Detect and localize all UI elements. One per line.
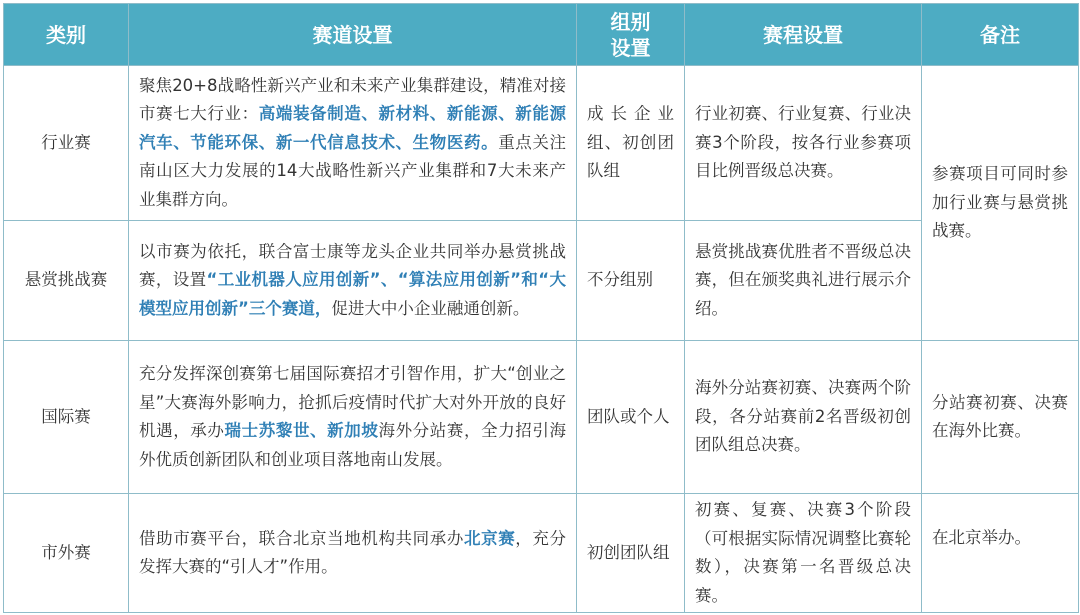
header-track: 赛道设置	[129, 4, 577, 66]
header-group	[577, 4, 685, 66]
track-text: 借助市赛平台，联合北京当地机构共同承办	[139, 528, 464, 548]
table-row-bounty	[4, 221, 1079, 341]
category-cell: 悬赏挑战赛	[4, 221, 129, 341]
table-row-international	[4, 341, 1079, 494]
track-text: 重点关注南山区大力发展的14大战略性新兴产业集群和7大未来产业集群方向。	[139, 132, 567, 209]
track-highlight: 瑞士苏黎世、新加坡	[224, 421, 379, 440]
schedule-cell: 行业初赛、行业复赛、行业决赛3个阶段，按各行业参赛项目比例晋级总决赛。	[685, 66, 922, 221]
category-cell: 市外赛	[4, 494, 129, 613]
track-cell	[129, 341, 577, 494]
track-cell	[129, 221, 577, 341]
schedule-cell: 初赛、复赛、决赛3个阶段（可根据实际情况调整比赛轮数），决赛第一名晋级总决赛。	[685, 494, 922, 613]
track-cell	[129, 494, 577, 613]
track-highlight: 高端装备制造、新材料、新能源、新能源汽车、节能环保、新一代信息技术、生物医药。	[139, 104, 567, 152]
schedule-cell: 海外分站赛初赛、决赛两个阶段，各分站赛前2名晋级初创团队组总决赛。	[685, 341, 922, 494]
table-row-industry	[4, 66, 1079, 221]
category-cell: 国际赛	[4, 341, 129, 494]
header-remark: 备注	[922, 4, 1079, 66]
track-cell	[129, 66, 577, 221]
category-cell: 行业赛	[4, 66, 129, 221]
track-text: 促进大中小企业融通创新。	[331, 298, 530, 318]
header-schedule: 赛程设置	[685, 4, 922, 66]
table-row-outside-city	[4, 494, 1079, 613]
track-text: 聚焦20+8战略性新兴产业和未来产业集群建设，精准对接市赛七大行业：	[139, 75, 566, 124]
track-text: ，充分发挥大赛的“引人才”作用。	[139, 528, 567, 576]
group-cell: 初创团队组	[577, 494, 685, 613]
remark-cell: 参赛项目可同时参加行业赛与悬赏挑战赛。	[922, 66, 1079, 341]
header-group-label: 组别设置	[610, 9, 651, 60]
remark-cell: 在北京举办。	[922, 494, 1079, 613]
track-highlight: 北京赛	[463, 528, 516, 548]
schedule-cell: 悬赏挑战赛优胜者不晋级总决赛，但在颁奖典礼进行展示介绍。	[685, 221, 922, 341]
group-cell: 成长企业组、初创团队组	[577, 66, 685, 221]
group-cell: 团队或个人	[577, 341, 685, 494]
track-text: 以市赛为依托，联合富士康等龙头企业共同举办悬赏挑战赛，设置	[139, 241, 566, 290]
header-row	[4, 4, 1079, 66]
remark-cell: 分站赛初赛、决赛在海外比赛。	[922, 341, 1079, 494]
header-category: 类别	[4, 4, 129, 66]
track-text: 海外分站赛，全力招引海外优质创新团队和创业项目落地南山发展。	[139, 421, 567, 469]
group-cell: 不分组别	[577, 221, 685, 341]
competition-table	[3, 3, 1079, 613]
track-text: 充分发挥深创赛第七届国际赛招才引智作用，扩大“创业之星”大赛海外影响力，抢抓后疫情时代扩大对外开放的良好机遇，承办	[139, 364, 566, 440]
track-highlight: “工业机器人应用创新”、“算法应用创新”和“大模型应用创新”三个赛道，	[139, 270, 567, 318]
